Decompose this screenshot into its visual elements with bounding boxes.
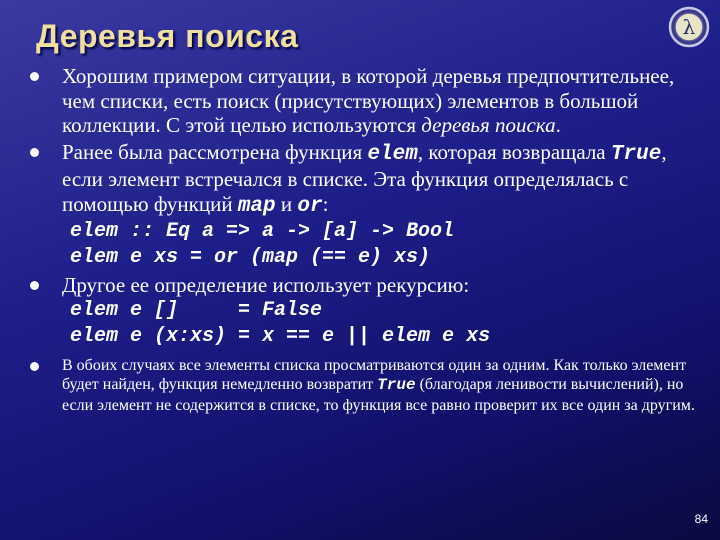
page-number: 84 xyxy=(694,512,708,526)
inline-code: map xyxy=(237,194,276,218)
bullet-item: В обоих случаях все элементы списка просматриваются один за одним. Как только элемент будет найден, функция немедленно возвратит True (благодаря ленивости вычислений), но если элемент не содержится в списке, то функция все равно проверит их все один за другим. xyxy=(26,356,698,416)
inline-code: True xyxy=(377,376,416,394)
bullet-icon xyxy=(30,281,39,290)
bullet-icon xyxy=(30,72,39,81)
bullet-text: Хорошим примером ситуации, в которой деревья предпочтительнее, чем списки, есть поиск (присутствующих) элементов в большой коллекции. С этой целью используются xyxy=(62,64,675,137)
inline-code: or xyxy=(297,194,323,218)
bullet-item: Ранее была рассмотрена функция elem, которая возвращала True, если элемент встречался в списке. Эта функция определялась с помощью функций map и or: elem :: Eq a => a -> [a] -> Bool elem e xs = or (map (== e) xs) xyxy=(26,140,698,272)
lambda-logo-icon xyxy=(668,6,710,48)
code-line: elem e (x:xs) = x == e || elem e xs xyxy=(70,324,491,348)
bullet-icon xyxy=(30,362,39,371)
code-line: elem :: Eq a => a -> [a] -> Bool xyxy=(70,220,455,243)
bullet-icon xyxy=(30,148,39,157)
svg-text:λ: λ xyxy=(682,15,696,39)
inline-code: True xyxy=(610,142,662,166)
bullet-item: Хорошим примером ситуации, в которой деревья предпочтительнее, чем списки, есть поиск (присутствующих) элементов в большой коллекции. С этой целью используются деревья поиска. xyxy=(26,64,698,138)
code-line: elem e [] = False xyxy=(70,298,323,322)
slide-content xyxy=(26,64,698,415)
bullet-item: Другое ее определение использует рекурсию: elem e [] = False elem e (x:xs) = x == e || elem e xs xyxy=(26,273,698,350)
emphasis-text: деревья поиска xyxy=(421,113,556,137)
code-line: elem e xs = or (map (== e) xs) xyxy=(70,246,431,269)
inline-code: elem xyxy=(367,142,418,166)
slide-title: Деревья поиска xyxy=(36,18,299,54)
